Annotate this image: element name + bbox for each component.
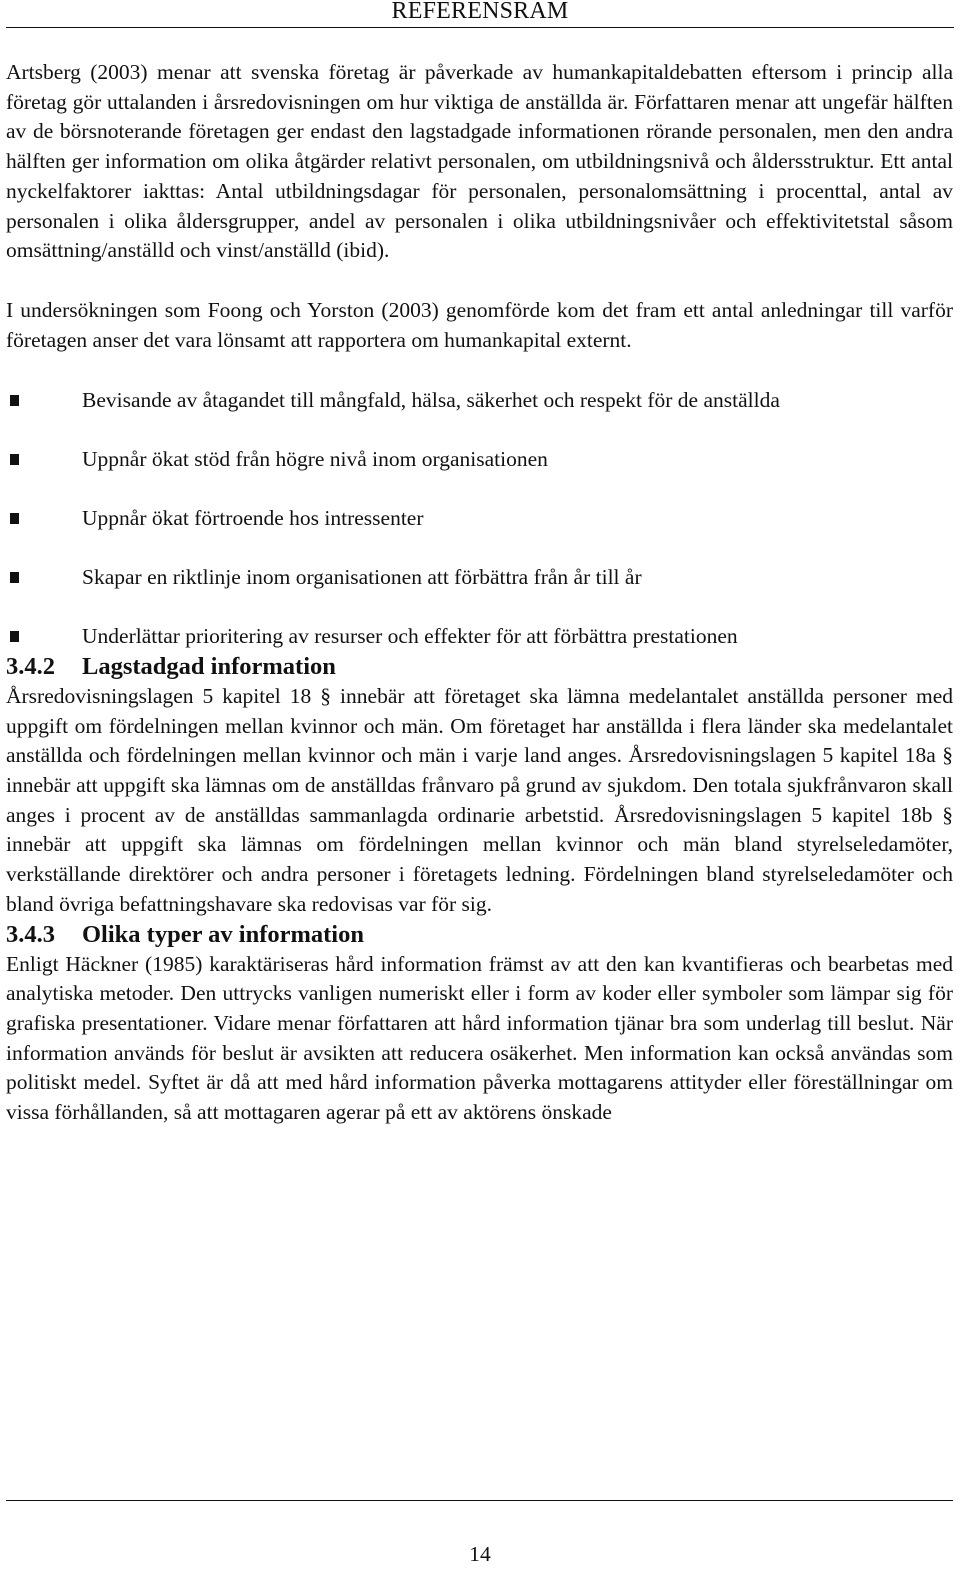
section-title: Olika typer av information — [82, 920, 364, 948]
section-number: 3.4.2 — [6, 652, 55, 680]
list-item-text: Uppnår ökat förtroende hos intressenter — [82, 506, 424, 531]
section-number: 3.4.3 — [6, 920, 55, 948]
running-header: REFERENSRAM — [391, 0, 569, 24]
list-item-text: Underlättar prioritering av resurser och effekter för att förbättra prestationen — [82, 624, 738, 649]
list-item — [6, 504, 953, 534]
paragraph-arsredovisningslagen: Årsredovisningslagen 5 kapitel 18 § innebär att företaget ska lämna medelantalet anställda personer med uppgift om fördelningen mellan kvinnor och män. Om företaget har anställda i flera länder ska medelantalet anställda och fördelningen mellan kvinnor och män i varje land anges. Årsredovisningslagen 5 kapitel 18a § innebär att uppgift ska lämnas om de anställdas frånvaro på grund av sjukdom. Den totala sjukfrånvaron skall anges i procent av de anställdas sammanlagda ordinarie arbetstid. Årsredovisningslagen 5 kapitel 18b § innebär att uppgift ska lämnas om fördelningen mellan kvinnor och män bland styrelseledamöter, verkställande direktörer och andra personer i företagets ledning. Fördelningen bland styrelseledamöter och bland övriga befattningshavare ska redovisas var för sig. — [6, 683, 953, 916]
page-content — [6, 58, 953, 1128]
list-item-text: Bevisande av åtagandet till mångfald, hälsa, säkerhet och respekt för de anställda — [82, 388, 780, 413]
list-item-text: Uppnår ökat stöd från högre nivå inom organisationen — [82, 447, 548, 472]
section-title: Lagstadgad information — [82, 652, 336, 680]
square-bullet-icon — [10, 631, 19, 642]
section-heading-lagstadgad — [6, 652, 953, 682]
paragraph-hackner: Enligt Häckner (1985) karaktäriseras hård information främst av att den kan kvantifieras och bearbetas med analytiska metoder. Den uttrycks vanligen numeriskt eller i form av koder eller symboler som lämpar sig för grafiska presentationer. Vidare menar författaren att hård information tjänar bra som underlag till beslut. När information används för beslut är avsikten att reducera osäkerhet. Men information kan också användas som politiskt medel. Syftet är då att med hård information påverka mottagarens attityder eller föreställningar om vissa förhållanden, så att mottagaren agerar på ett av aktörens önskade — [6, 951, 953, 1125]
square-bullet-icon — [10, 572, 19, 583]
list-item — [6, 622, 953, 652]
footer-rule — [6, 1500, 953, 1501]
section-heading-olika-typer — [6, 920, 953, 950]
header-rule — [6, 27, 954, 28]
square-bullet-icon — [10, 513, 19, 524]
paragraph-foong-yorston: I undersökningen som Foong och Yorston (2003) genomförde kom det fram ett antal anledningar till varför företagen anser det vara lönsamt att rapportera om humankapital externt. — [6, 297, 953, 352]
list-item — [6, 563, 953, 593]
square-bullet-icon — [10, 454, 19, 465]
reasons-list — [6, 386, 953, 652]
paragraph-artsberg: Artsberg (2003) menar att svenska företag är påverkade av humankapitaldebatten eftersom i princip alla företag gör uttalanden i årsredovisningen om hur viktiga de anställda är. Författaren menar att ungefär hälften av de börsnoterande företagen ger endast den lagstadgade informationen rörande personalen, men den andra hälften ger information om olika åtgärder relativt personalen, om utbildningsnivå och åldersstruktur. Ett antal nyckelfaktorer iakttas: Antal utbildningsdagar för personalen, personalomsättning i procenttal, antal av personalen i olika åldersgrupper, andel av personalen i olika utbildningsnivåer och effektivitetstal såsom omsättning/anställd och vinst/anställd (ibid). — [6, 60, 953, 263]
list-item — [6, 386, 953, 416]
list-item — [6, 445, 953, 475]
page-number: 14 — [469, 1542, 491, 1566]
list-item-text: Skapar en riktlinje inom organisationen att förbättra från år till år — [82, 565, 642, 590]
square-bullet-icon — [10, 395, 19, 406]
